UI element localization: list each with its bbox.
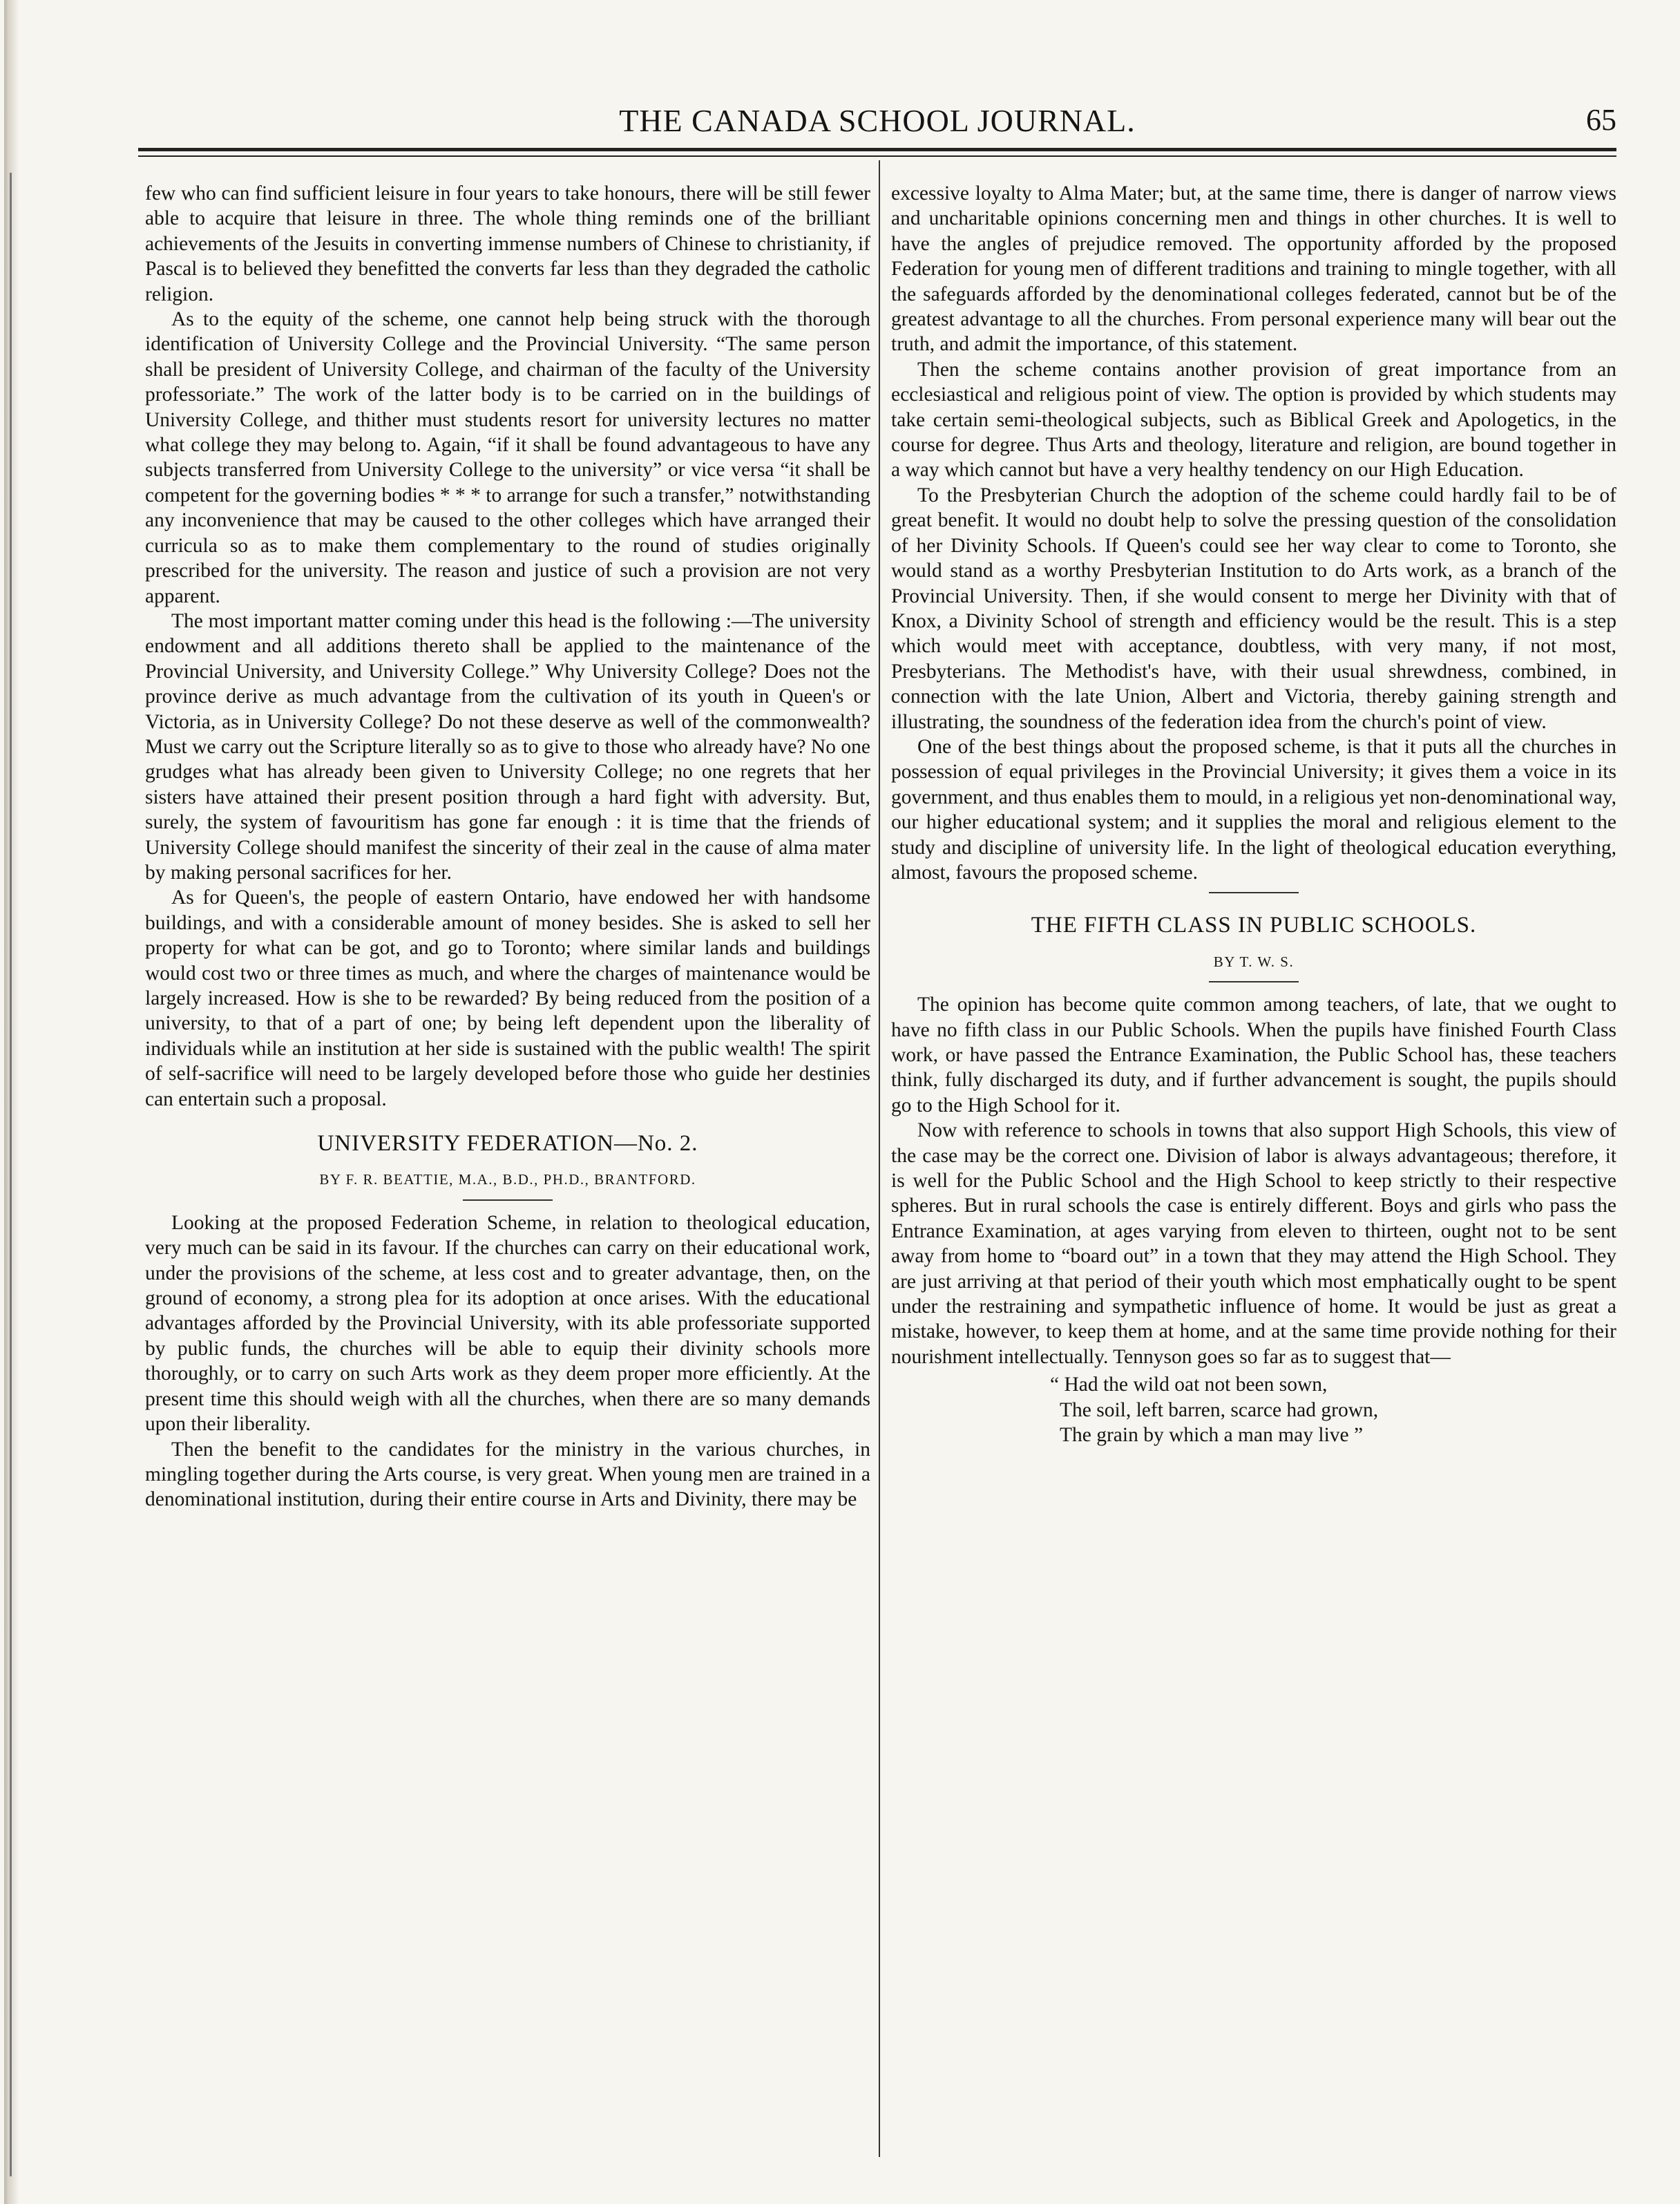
paragraph: The most important matter coming under this head is the following :—The university endowment and all additions thereto shall be applied to the maintenance of the Provincial University, and University College.” Why University College? Does not the province derive as much advantage from the cultivation of its youth in Queen's or Victoria, as in University College? Do not these deserve as well of the commonwealth? Must we carry out the Scripture literally so as to give to those who already have? No one grudges what has already been given to University College; no one regrets that her sisters have attained their present position through a hard fight with adversity. But, surely, the system of favouritism has gone far enough : it is time that the friends of University College should manifest the sincerity of their zeal in the cause of alma mater by making personal sacrifices for her. <box>145 609 870 884</box>
journal-title: THE CANADA SCHOOL JOURNAL. <box>619 103 1136 138</box>
page-header <box>138 102 1616 145</box>
poem-line: “ Had the wild oat not been sown, <box>1050 1374 1328 1396</box>
column-divider <box>879 160 880 2157</box>
left-column <box>145 181 870 1512</box>
binding-line <box>10 173 12 2176</box>
section-rule <box>1209 892 1299 893</box>
paragraph: As for Queen's, the people of eastern Ontario, have endowed her with handsome buildings, and with a considerable amount of money besides. She is asked to sell her property for what can be got, and go to Toronto; where similar lands and buildings would cost two or three times as much, and where the charges of maintenance would be largely increased. How is she to be rewarded? By being reduced from the position of a university, to that of a part of one; by being left dependent upon the liberality of individuals while an institution at her side is sustained with the public wealth! The spirit of self-sacrifice will need to be largely developed before those who guide her destinies can entertain such a proposal. <box>145 886 870 1110</box>
paragraph: Then the scheme contains another provision of great importance from an ecclesiastical and religious point of view. The option is provided by which students may take certain semi-theological subjects, such as Biblical Greek and Apologetics, in the course for degree. Thus Arts and theology, literature and religion, are bound together in a way which cannot but have a very healthy tendency on our High Education. <box>891 358 1616 482</box>
poem-line: The soil, left barren, scarce had grown, <box>1060 1398 1379 1421</box>
header-rule-thick <box>138 148 1616 151</box>
paragraph: Now with reference to schools in towns that also support High Schools, this view of the case may be the correct one. Division of labor is always advantageous; therefore, it is well for the Public School and the High School to keep strictly to their respective spheres. But in rural schools the case is entirely different. Boys and girls who pass the Entrance Examination, at ages varying from eleven to thirteen, ought not to be sent away from home to “board out” in a town that they may attend the High School. They are just arriving at that period of their youth which most emphatically ought to be spent under the restraining and sympathetic influence of home. It would be just as great a mistake, however, to keep them at home, and at the same time provide nothing for their nourishment intellectually. Tennyson goes so far as to suggest that— <box>891 1119 1616 1368</box>
page-number: 65 <box>1586 103 1616 137</box>
article-byline: BY T. W. S. <box>1213 953 1295 970</box>
paragraph: few who can find sufficient leisure in four years to take honours, there will be still fewer able to acquire that leisure in three. The whole thing reminds one of the brilliant achievements of the Jesuits in converting immense numbers of Chinese to christianity, if Pascal is to believed they benefitted the converts far less than they degraded the catholic religion. <box>145 182 870 305</box>
paragraph: One of the best things about the proposed scheme, is that it puts all the churches in possession of equal privileges in the Provincial University; it gives them a voice in its government, and thus enables them to mould, in a religious yet non-denominational way, our higher educational system; and it supplies the moral and religious element to the study and discipline of university life. In the light of theological education everything, almost, favours the proposed scheme. <box>891 735 1616 884</box>
paragraph: As to the equity of the scheme, one cannot help being struck with the thorough identification of University College and the Provincial University. “The same person shall be president of University College, and chairman of the faculty of the University professoriate.” The work of the latter body is to be carried on in the buildings of University College, and thither must students resort for university lectures no matter what college they may belong to. Again, “if it shall be found advantageous to have any subjects transferred from University College to the university” or vice versa “it shall be competent for the governing bodies * * * to arrange for such a transfer,” notwithstanding any inconvenience that may be caused to the other colleges which have arranged their curricula so as to make them complementary to the round of studies originally prescribed for the university. The reason and justice of such a provision are not very apparent. <box>145 308 870 607</box>
article-title: THE FIFTH CLASS IN PUBLIC SCHOOLS. <box>1031 913 1477 938</box>
poem-quote <box>1050 1372 1616 1447</box>
paragraph: To the Presbyterian Church the adoption of the scheme could hardly fail to be of great benefit. It would no doubt help to solve the pressing question of the consolidation of her Divinity Schools. If Queen's could see her way clear to come to Toronto, she would stand as a worthy Presbyterian Institution to do Arts work, as a branch of the Provincial University. Then, if she would consent to merge her Divinity with that of Knox, a Divinity School of strength and efficiency would be the result. This is a step which would meet with acceptance, doubtless, with very many, if not most, Presbyterians. The Methodist's have, with their usual shrewdness, combined, in connection with the late Union, Albert and Victoria, thereby gaining strength and illustrating, the soundness of the federation idea from the church's point of view. <box>891 484 1616 733</box>
article-title: UNIVERSITY FEDERATION—No. 2. <box>317 1131 698 1157</box>
byline-rule <box>1209 981 1299 982</box>
paragraph: excessive loyalty to Alma Mater; but, at the same time, there is danger of narrow views and uncharitable opinions concerning men and things in other churches. It is well to have the angles of prejudice removed. The opportunity afforded by the proposed Federation for young men of different traditions and training to mingle together, with all the safeguards afforded by the denominational colleges federated, cannot but be of the greatest advantage to all the churches. From personal experience many will bear out the truth, and admit the importance, of this statement. <box>891 182 1616 356</box>
article-byline: BY F. R. BEATTIE, M.A., B.D., PH.D., BRANTFORD. <box>319 1171 696 1188</box>
header-rule-thin <box>138 155 1616 157</box>
right-column <box>891 181 1616 1448</box>
paragraph: Then the benefit to the candidates for the ministry in the various churches, in mingling together during the Arts course, is very great. When young men are trained in a denominational institution, during their entire course in Arts and Divinity, there may be <box>145 1438 870 1511</box>
binding-edge <box>4 0 19 2204</box>
paragraph: The opinion has become quite common among teachers, of late, that we ought to have no fifth class in our Public Schools. When the pupils have finished Fourth Class work, or have passed the Entrance Examination, the Public School has, these teachers think, fully discharged its duty, and if further advancement is sought, the pupils should go to the High School for it. <box>891 994 1616 1117</box>
poem-line: The grain by which a man may live ” <box>1060 1424 1364 1447</box>
paragraph: Looking at the proposed Federation Scheme, in relation to theological education, very much can be said in its favour. If the churches can carry on their educational work, under the provisions of the scheme, at less cost and to greater advantage, then, on the ground of economy, a strong plea for its adoption at once arises. With the educational advantages afforded by the Provincial University, with its able professoriate supported by public funds, the churches will be able to equip their divinity schools more thoroughly, or to carry on such Arts work as they deem proper more efficiently. At the present time this should weigh with all the churches, when there are so many demands upon their liberality. <box>145 1211 870 1436</box>
byline-rule <box>463 1199 553 1201</box>
